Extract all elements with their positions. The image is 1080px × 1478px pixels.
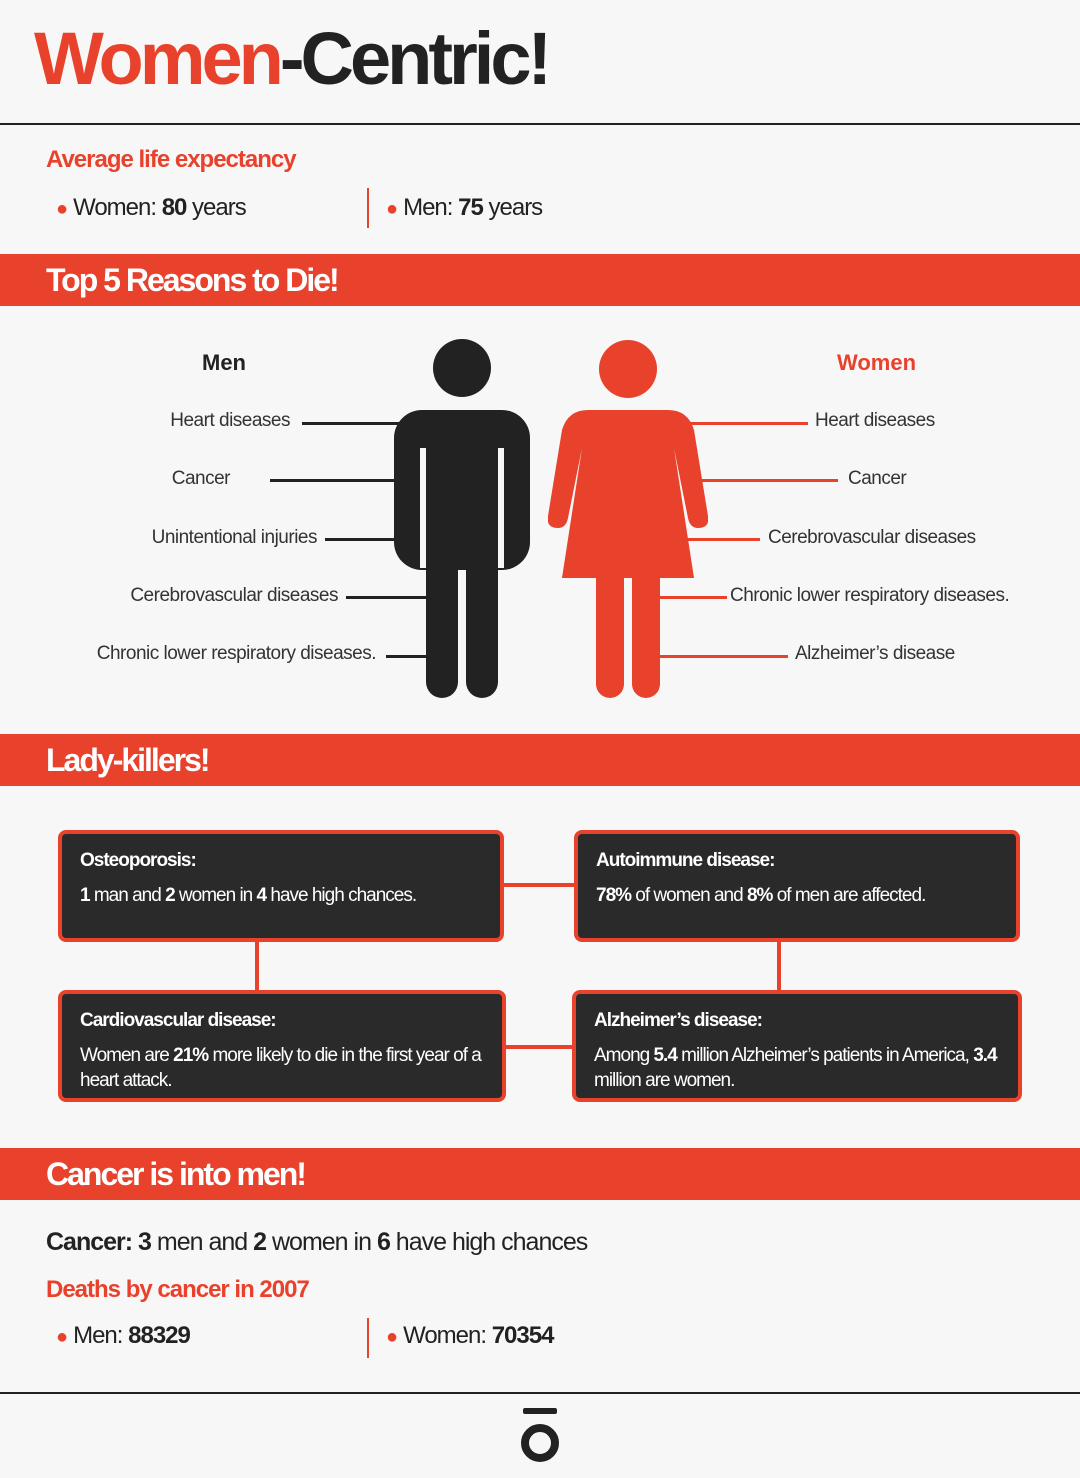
deaths-heading: Deaths by cancer in 2007 (46, 1276, 309, 1303)
leader-line (302, 422, 402, 425)
women-cancer-deaths: ● Women: 70354 (386, 1322, 554, 1349)
connector-line (502, 883, 578, 887)
card-title: Osteoporosis: (80, 850, 196, 871)
women-reason: Alzheimer’s disease (795, 643, 955, 664)
card-title: Alzheimer’s disease: (594, 1010, 762, 1031)
life-expectancy-heading: Average life expectancy (46, 146, 296, 173)
logo-icon (519, 1408, 561, 1464)
page-title (34, 17, 549, 100)
separator (367, 188, 369, 228)
men-reason: Cancer (171, 468, 230, 489)
bullet-icon: ● (386, 198, 398, 220)
card-body: Among 5.4 million Alzheimer’s patients in America, 3.4 million are women. (594, 1045, 997, 1091)
title-accent: Women (34, 17, 280, 100)
female-figure-icon (548, 338, 708, 700)
male-figure-icon (392, 338, 532, 700)
section-band-cancer (0, 1148, 1080, 1200)
bullet-icon: ● (56, 198, 68, 220)
connector-line (255, 940, 259, 990)
women-heading: Women (837, 350, 917, 375)
women-reason: Cancer (848, 468, 907, 489)
bullet-icon: ● (56, 1326, 68, 1348)
men-heading: Men (202, 350, 246, 375)
card-body: Women are 21% more likely to die in the first year of a heart attack. (80, 1045, 481, 1091)
women-reason: Chronic lower respiratory diseases. (730, 585, 1010, 606)
card-title: Cardiovascular disease: (80, 1010, 276, 1031)
fact-card-cardiovascular (58, 990, 506, 1102)
fact-card-autoimmune (574, 830, 1020, 942)
separator (367, 1318, 369, 1358)
top-divider (0, 123, 1080, 125)
connector-line (504, 1045, 576, 1049)
connector-line (777, 940, 781, 990)
cancer-chances: Cancer: 3 men and 2 women in 6 have high chances (46, 1228, 588, 1256)
bottom-divider (0, 1392, 1080, 1394)
fact-card-alzheimers (572, 990, 1022, 1102)
leader-line (325, 538, 399, 541)
women-life-expectancy: ● Women: 80 years (56, 194, 246, 221)
leader-line (270, 479, 396, 482)
section-title: Top 5 Reasons to Die! (46, 262, 338, 298)
men-reason: Heart diseases (170, 410, 290, 431)
leader-line (690, 479, 838, 482)
section-title: Cancer is into men! (46, 1156, 305, 1192)
section-band-reasons (0, 254, 1080, 306)
women-reason: Cerebrovascular diseases (768, 527, 976, 548)
card-body: 78% of women and 8% of men are affected. (596, 885, 926, 906)
men-cancer-deaths: ● Men: 88329 (56, 1322, 190, 1349)
section-band-lady-killers (0, 734, 1080, 786)
men-reason: Chronic lower respiratory diseases. (96, 643, 376, 664)
women-reason: Heart diseases (815, 410, 935, 431)
men-reason: Cerebrovascular diseases (130, 585, 338, 606)
bullet-icon: ● (386, 1326, 398, 1348)
fact-card-osteoporosis (58, 830, 504, 942)
men-reason: Unintentional injuries (151, 527, 317, 548)
card-title: Autoimmune disease: (596, 850, 775, 871)
title-rest: -Centric! (279, 17, 549, 100)
card-body: 1 man and 2 women in 4 have high chances. (80, 885, 417, 906)
men-life-expectancy: ● Men: 75 years (386, 194, 543, 221)
section-title: Lady-killers! (46, 742, 209, 778)
